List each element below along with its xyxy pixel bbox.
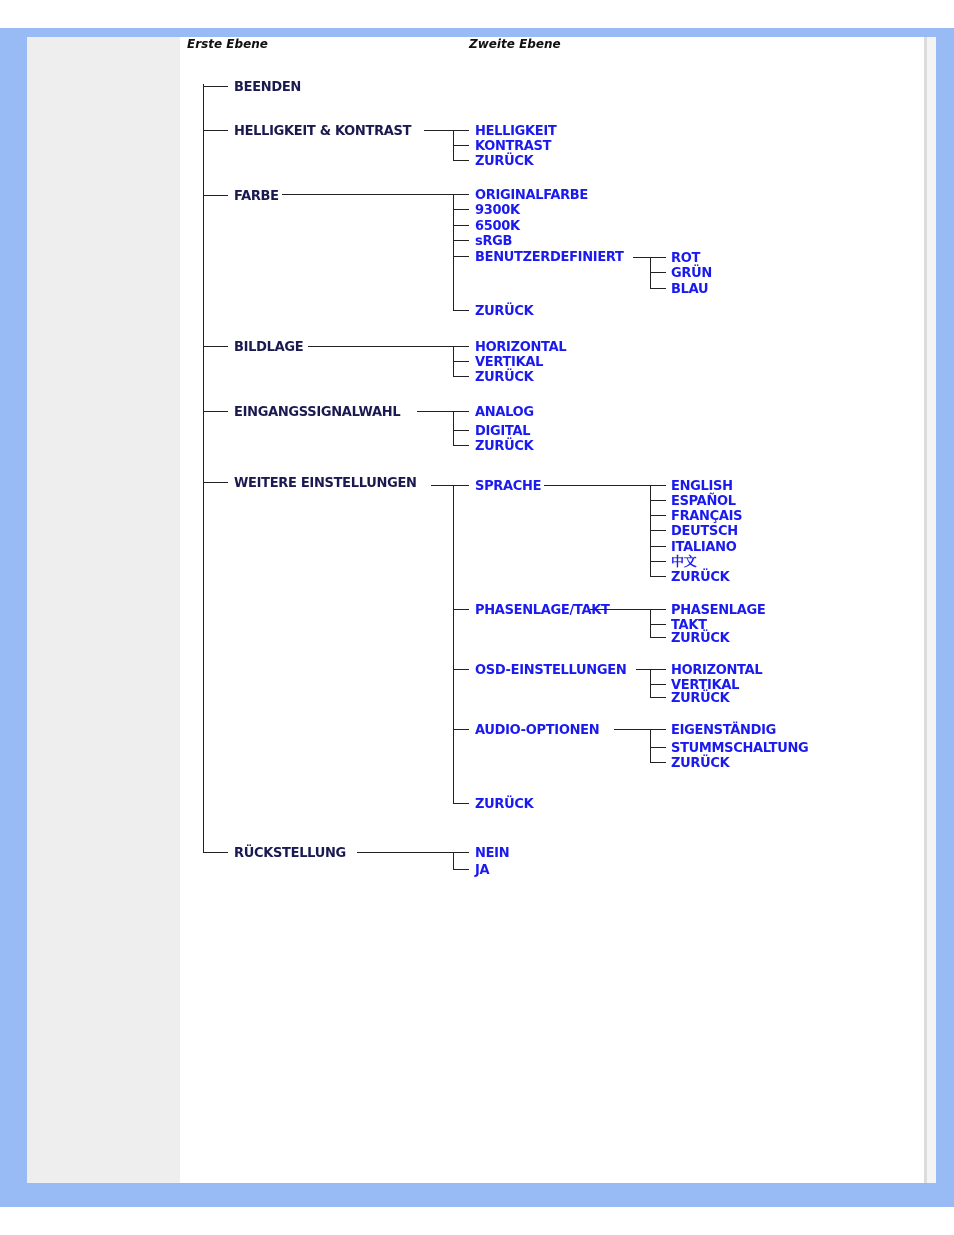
level2-item[interactable]: HORIZONTAL: [475, 340, 567, 355]
level3-item[interactable]: VERTIKAL: [671, 678, 740, 693]
level3-item[interactable]: DEUTSCH: [671, 524, 738, 539]
level3-item[interactable]: ENGLISH: [671, 479, 733, 494]
level2-item[interactable]: BENUTZERDEFINIERT: [475, 250, 624, 265]
level2-item[interactable]: ZURÜCK: [475, 370, 534, 385]
level1-item[interactable]: RÜCKSTELLUNG: [234, 846, 346, 861]
level2-item[interactable]: NEIN: [475, 846, 510, 861]
level3-item[interactable]: ZURÜCK: [671, 631, 730, 646]
level2-item[interactable]: DIGITAL: [475, 424, 531, 439]
level2-item[interactable]: 9300K: [475, 203, 520, 218]
level2-item[interactable]: AUDIO-OPTIONEN: [475, 723, 600, 738]
level2-item[interactable]: HELLIGKEIT: [475, 124, 557, 139]
level1-item[interactable]: BEENDEN: [234, 80, 302, 95]
level2-item[interactable]: ZURÜCK: [475, 154, 534, 169]
level3-item[interactable]: HORIZONTAL: [671, 663, 763, 678]
level3-item[interactable]: ITALIANO: [671, 540, 737, 555]
level1-item[interactable]: HELLIGKEIT & KONTRAST: [234, 124, 412, 139]
level3-item[interactable]: ESPAÑOL: [671, 494, 736, 509]
level3-item[interactable]: ZURÜCK: [671, 570, 730, 585]
level2-item[interactable]: ZURÜCK: [475, 797, 534, 812]
level2-item[interactable]: PHASENLAGE/TAKT: [475, 603, 610, 618]
first-level-heading: Erste Ebene: [187, 37, 268, 51]
level2-item[interactable]: JA: [475, 863, 490, 878]
level2-item[interactable]: 6500K: [475, 219, 520, 234]
level3-item[interactable]: GRÜN: [671, 266, 712, 281]
level1-item[interactable]: EINGANGSSIGNALWAHL: [234, 405, 401, 420]
level2-item[interactable]: ORIGINALFARBE: [475, 188, 588, 203]
level2-item[interactable]: KONTRAST: [475, 139, 552, 154]
level3-item[interactable]: EIGENSTÄNDIG: [671, 723, 777, 738]
second-level-heading: Zweite Ebene: [469, 37, 561, 51]
level1-item[interactable]: WEITERE EINSTELLUNGEN: [234, 476, 417, 491]
level3-item[interactable]: ROT: [671, 251, 701, 266]
level2-item[interactable]: ZURÜCK: [475, 439, 534, 454]
level2-item[interactable]: ZURÜCK: [475, 304, 534, 319]
level3-item[interactable]: ZURÜCK: [671, 691, 730, 706]
level3-item[interactable]: STUMMSCHALTUNG: [671, 741, 809, 756]
level2-item[interactable]: VERTIKAL: [475, 355, 544, 370]
level3-item[interactable]: FRANÇAIS: [671, 509, 743, 524]
level3-item[interactable]: PHASENLAGE: [671, 603, 766, 618]
level3-item[interactable]: TAKT: [671, 618, 707, 633]
level3-item[interactable]: BLAU: [671, 282, 709, 297]
level2-item[interactable]: sRGB: [475, 234, 513, 249]
level2-item[interactable]: OSD-EINSTELLUNGEN: [475, 663, 627, 678]
level1-item[interactable]: FARBE: [234, 189, 279, 204]
level2-item[interactable]: ANALOG: [475, 405, 534, 420]
level3-item[interactable]: ZURÜCK: [671, 756, 730, 771]
level1-item[interactable]: BILDLAGE: [234, 340, 304, 355]
level3-item[interactable]: 中文: [671, 555, 697, 570]
level2-item[interactable]: SPRACHE: [475, 479, 542, 494]
